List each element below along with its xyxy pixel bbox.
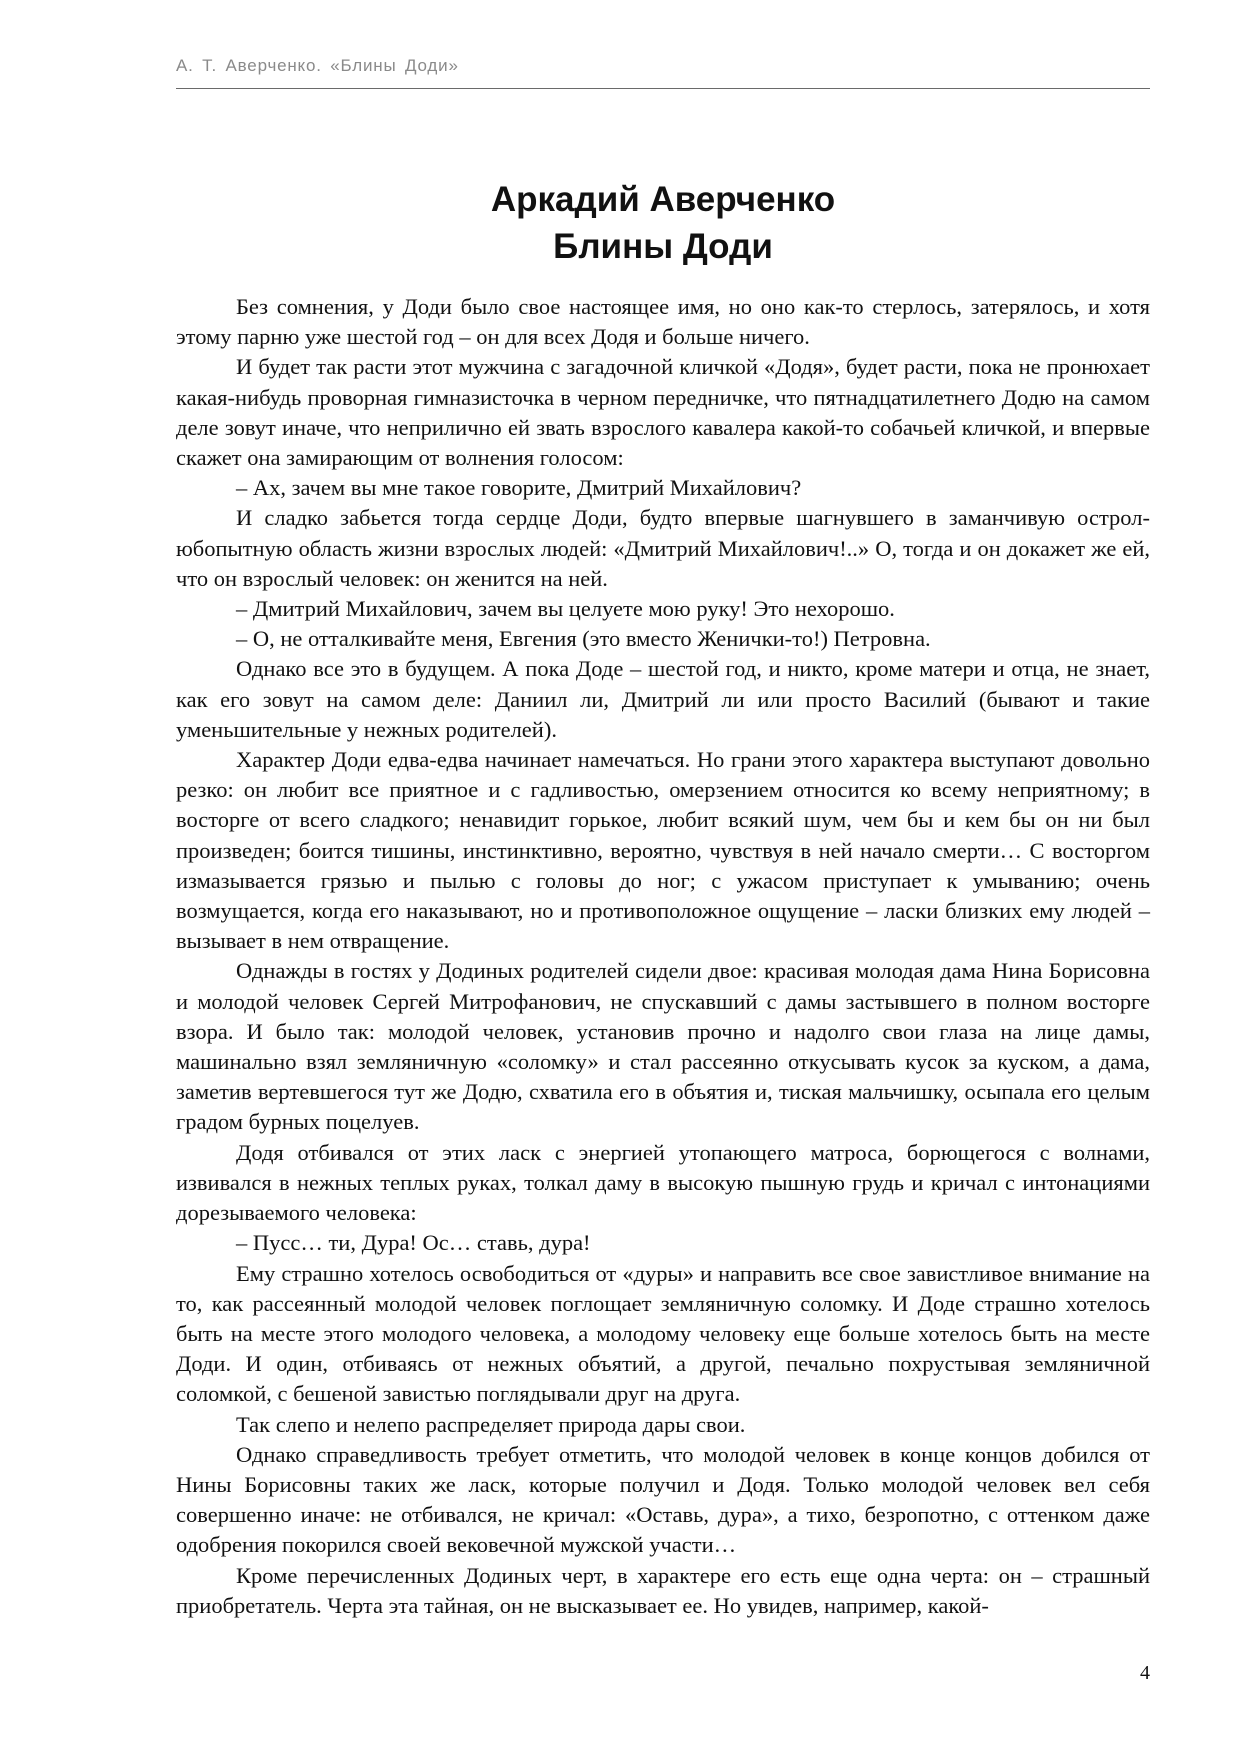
dialogue-line: – Ах, зачем вы мне такое говорите, Дмитрий Михайлович? xyxy=(236,475,802,501)
dialogue-line: – О, не отталкивайте меня, Евгения (это вместо Женички-то!) Петровна. xyxy=(236,626,931,652)
page-number: 4 xyxy=(1140,1662,1150,1684)
paragraph: Додя отбивался от этих ласк с энергией утопающего матроса, борющегося с волнами, извивался в нежных теплых руках, толкал даму в высокую пышную грудь и кричал с интонациями дорезываемого человека: xyxy=(176,1139,1150,1226)
body-text xyxy=(176,292,1150,1621)
paragraph: Кроме перечисленных Додиных черт, в характере его есть еще одна черта: он – страшный приобретатель. Черта эта тайная, он не высказывает ее. Но увидев, например, какой- xyxy=(176,1562,1150,1618)
header-rule xyxy=(176,88,1150,89)
paragraph: Однако все это в будущем. А пока Доде – шестой год, и никто, кроме матери и отца, не знает, как его зовут на самом деле: Даниил ли, Дмитрий ли или просто Василий (бывают и такие уменьшительные у нежных родителей). xyxy=(176,656,1150,742)
work-title: Блины Доди xyxy=(553,227,773,266)
paragraph: И будет так расти этот мужчина с загадочной кличкой «Додя», будет расти, пока не пронюхает какая-нибудь проворная гимназисточка в черном передничке, что пятнадцатилетнего Додю на самом деле зовут иначе, что неприлично ей звать взрослого кавалера какой-то собачьей кличкой, и впервые скажет она замирающим от волнения голосом: xyxy=(176,354,1150,471)
running-head: А. Т. Аверченко. «Блины Доди» xyxy=(176,56,459,75)
dialogue-line: – Пусс… ти, Дура! Ос… ставь, дура! xyxy=(236,1230,591,1256)
paragraph: Характер Доди едва-едва начинает намечаться. Но грани этого характера выступают довольно резко: он любит все приятное и с гадливостью, омерзением относится ко всему неприятному; в восторге от всего сладкого; ненавидит горькое, любит всякий шум, чем бы и кем бы он ни был произведен; боится тишины, инстинктивно, вероятно, чувствуя в ней начало смерти… С восторгом измазывается грязью и пылью с головы до ног; с ужасом приступает к умыванию; очень возмущается, когда его наказывают, но и противоположное ощущение – ласки близких ему людей – вызывает в нем отвращение. xyxy=(176,747,1150,954)
paragraph: Ему страшно хотелось освободиться от «дуры» и направить все свое завистливое внимание на то, как рассеянный молодой человек поглощает земляничную соломку. И Доде страшно хотелось быть на месте этого молодого человека, а молодому человеку еще больше хотелось быть на месте Доди. И один, отбиваясь от нежных объятий, а другой, печально похрустывая земляничной соломкой, с бешеной завистью поглядывали друг на друга. xyxy=(176,1260,1150,1407)
title-block xyxy=(176,176,1150,270)
paragraph: Однажды в гостях у Додиных родителей сидели двое: красивая молодая дама Нина Борисовна и молодой человек Сергей Митрофанович, не спускавший с дамы застывшего в полном восторге взора. И было так: молодой человек, установив прочно и надолго свои глаза на лице дамы, машинально взял земляничную «соломку» и стал рассеянно откусывать кусок за куском, а дама, заметив вертевшегося тут же Додю, схватила его в объятия и, тиская мальчишку, осыпала его целым градом бурных поцелуев. xyxy=(176,958,1150,1135)
paragraph: Без сомнения, у Доди было свое настоящее имя, но оно как-то стерлось, затерялось, и хотя этому парню уже шестой год – он для всех Додя и больше ничего. xyxy=(176,294,1150,350)
dialogue-line: – Дмитрий Михайлович, зачем вы целуете мою руку! Это нехорошо. xyxy=(236,596,895,622)
paragraph: Так слепо и нелепо распределяет природа дары свои. xyxy=(236,1411,746,1437)
author-title: Аркадий Аверченко xyxy=(490,180,836,219)
paragraph: Однако справедливость требует отметить, что молодой человек в конце концов добился от Нины Борисовны таких же ласк, которые получил и Додя. Только молодой человек вел себя совершенно иначе: не отбивался, не кричал: «Оставь, дура», а тихо, безропотно, с оттенком даже одобрения покорился своей вековечной мужской участи… xyxy=(176,1441,1150,1558)
paragraph: И сладко забьется тогда сердце Доди, будто впервые шагнувшего в заманчивую остролюбопытную область жизни взрослых людей: «Дмитрий Михайлович!..» О, тогда и он докажет же ей, что он взрослый человек: он женится на ней. xyxy=(176,505,1150,591)
